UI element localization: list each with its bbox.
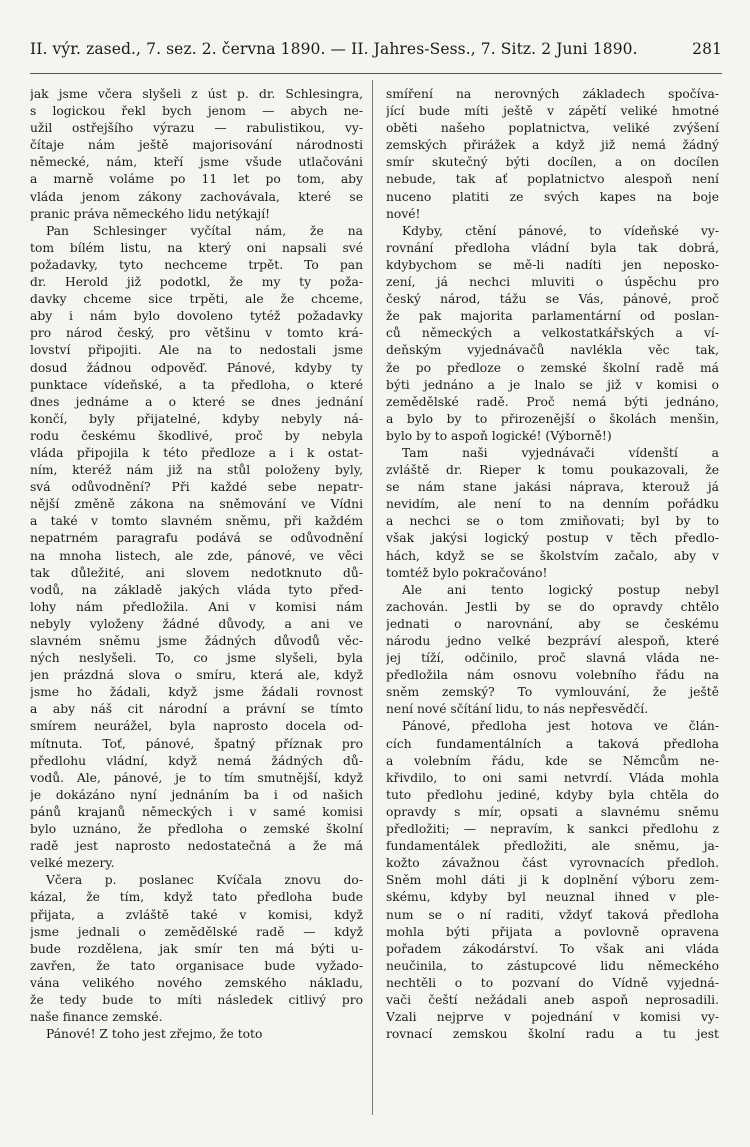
text-line: a marně voláme po 11 let po tom, aby: [30, 172, 363, 187]
text-line: rovnací zemskou školní radu a tu jest: [386, 1027, 719, 1042]
text-line: rovnání předloha vládní byla tak dobrá,: [386, 240, 719, 255]
text-line: fundamentálek předložiti, ale sněmu, ja-: [386, 839, 719, 854]
text-line: však jakýsi logický postup v těch předlo-: [386, 531, 719, 546]
text-line: nechtěli o to pozvaní do Vídně vyjedná-: [386, 975, 719, 990]
text-line: kázal, že tím, když tato předloha bude: [30, 890, 363, 905]
text-line: cích fundamentálních a taková předloha: [386, 736, 719, 751]
text-line: smír skutečný býti docílen, a on docílen: [386, 155, 719, 170]
text-line: jící bude míti ještě v zápětí veliké hmotné: [386, 104, 719, 119]
text-line: lohy nám předložila. Ani v komisi nám: [30, 599, 363, 614]
text-line: lovství připojiti. Ale na to nedostali jsme: [30, 343, 363, 358]
text-line: Vzali nejprve v pojednání v komisi vy-: [386, 1010, 719, 1025]
text-line: pánů krajanů německých i v samé komisi: [30, 804, 363, 819]
text-line: smíření na nerovných základech spočíva-: [386, 87, 719, 101]
text-line: pořadem zákodárství. To však ani vláda: [386, 941, 719, 956]
text-line: radě jest naprosto nedostatečná a že má: [30, 839, 363, 854]
text-line: svá odůvodnění? Při každé sebe nepatr-: [30, 480, 363, 495]
text-line: jsme ho žádali, když jsme žádali rovnost: [30, 685, 363, 700]
text-line: mítnuta. Toť, pánové, špatný příznak pro: [30, 736, 363, 751]
header-title: II. výr. zased., 7. sez. 2. června 1890. — II. Jahres-Sess., 7. Sitz. 2 Juni 1890.: [30, 40, 638, 58]
text-line: mohla býti přijata a povlovně opravena: [386, 924, 719, 939]
text-line: a aby náš cit národní a právní se tímto: [30, 702, 363, 717]
text-line: dr. Herold již podotkl, že my ty poža-: [30, 275, 363, 290]
text-line: nové!: [386, 206, 421, 221]
text-line: aby i nám bylo dovoleno tytéž požadavky: [30, 309, 363, 324]
text-line: jej tíží, odčinilo, proč slavná vláda ne-: [386, 651, 719, 666]
text-line: rodu českému škodlivé, proč by nebyla: [30, 428, 363, 443]
text-line: zení, já nechci mluviti o úspěchu pro: [386, 275, 719, 290]
text-line: že pak majorita parlamentární od poslan-: [386, 309, 719, 324]
text-line: zavřen, že tato organisace bude vyžado-: [30, 958, 363, 973]
text-line: a nechci se o tom zmiňovati; byl by to: [386, 514, 719, 529]
text-line: davky chceme sice trpěti, ale že chceme,: [30, 292, 363, 307]
left-column: [30, 86, 363, 1043]
right-column: [386, 86, 719, 1043]
text-line: vači čeští nežádali aneb aspoň neprosadili.: [386, 992, 719, 1007]
text-line: vodů. Ale, pánové, je to tím smutnější, když: [30, 770, 363, 785]
text-line: Ale ani tento logický postup nebyl: [401, 582, 719, 597]
text-line: předložila nám osnovu volebního řádu na: [386, 668, 719, 683]
text-line: Pánové! Z toho jest zřejmo, že toto: [45, 1027, 263, 1042]
text-line: zemědělské radě. Proč nemá býti jednáno,: [386, 394, 719, 409]
text-line: neučinila, to zástupcové lidu německého: [386, 958, 719, 973]
text-line: deňským vyjednávačů navlékla věc tak,: [386, 343, 719, 358]
text-line: opravdy s mír, opsati a slavnému sněmu: [386, 804, 719, 819]
text-line: a volebním řádu, kde se Němcům ne-: [386, 753, 719, 768]
text-line: končí, byly přijatelné, kdyby nebyly ná-: [30, 411, 363, 426]
text-line: nuceno platiti ze svých kapes na boje: [386, 189, 719, 204]
text-line: vláda jenom zákony zachovávala, které se: [30, 189, 363, 204]
text-line: se nám stane jakási náprava, kterouž já: [386, 480, 719, 495]
text-line: velké mezery.: [30, 856, 115, 871]
text-line: punktace vídeňské, a ta předloha, o které: [30, 377, 363, 392]
text-line: Včera p. poslanec Kvíčala znovu do-: [45, 873, 363, 888]
text-line: dnes jednáme a o které se dnes jednání: [30, 394, 363, 409]
text-line: že po předloze o zemské školní radě má: [386, 360, 719, 375]
text-line: jednati o narovnání, aby se českému: [386, 616, 719, 631]
text-line: užil ostřejšího výrazu — rabulistikou, vy-: [30, 121, 363, 136]
text-line: bylo uznáno, že předloha o zemské školní: [30, 822, 363, 837]
text-line: býti jednáno a je lnalo se již v komisi o: [386, 377, 719, 392]
text-line: bude rozdělena, jak smír ten má býti u-: [30, 941, 363, 956]
text-line: sněm zemský? To vymlouvání, že ještě: [386, 685, 719, 700]
text-line: num se o ní raditi, vždyť taková předloha: [386, 907, 719, 922]
text-line: skému, kdyby byl neuznal ihned v ple-: [386, 890, 719, 905]
text-line: nebyly vyloženy žádné důvody, a ani ve: [30, 616, 363, 631]
text-line: s logickou řekl bych jenom — abych ne-: [30, 104, 363, 119]
text-line: tom bílém listu, na který oni napsali své: [30, 240, 363, 255]
text-line: předlohu vládní, když nemá žádných dů-: [30, 753, 363, 768]
text-line: bylo by to aspoň logické! (Výborně!): [386, 428, 612, 443]
page-number: 281: [692, 40, 722, 58]
text-line: předložiti; — nepravím, k sankci předlohu z: [386, 822, 719, 837]
text-line: nevidím, ale není to na denním pořádku: [386, 497, 719, 512]
text-line: jen prázdná slova o smíru, která ale, když: [30, 668, 363, 683]
text-line: hách, když se se školstvím začalo, aby v: [386, 548, 719, 563]
text-line: Sněm mohl dáti ji k doplnění výboru zem-: [386, 873, 719, 888]
text-line: a také v tomto slavném sněmu, při každém: [30, 514, 363, 529]
text-line: Kdyby, ctění pánové, to vídeňské vy-: [401, 223, 719, 238]
text-line: pranic práva německého lidu netýkají!: [30, 206, 271, 221]
column-divider: [372, 80, 373, 1115]
text-line: český národ, tážu se Vás, pánové, proč: [386, 292, 719, 307]
running-header: [30, 40, 722, 64]
text-line: vodů, na základě jakých vláda tyto před-: [30, 582, 363, 597]
text-line: ním, kteréž nám již na stůl položeny byly,: [30, 463, 363, 478]
text-line: kožto závažnou část vyrovnacích předloh.: [386, 856, 719, 871]
text-line: vána velikého nového zemského nákladu,: [30, 975, 363, 990]
text-line: na mnoha listech, ale zde, pánové, ve věci: [30, 548, 363, 563]
text-line: nebude, tak ať poplatnictvo alespoň není: [386, 172, 719, 187]
text-line: ných neslyšeli. To, co jsme slyšeli, byla: [30, 651, 363, 666]
text-line: slavném sněmu jsme žádných důvodů věc-: [30, 634, 363, 648]
text-line: kdybychom se mě-li nadíti jen neposko-: [386, 257, 719, 272]
text-line: dosud žádnou odpověď. Pánové, kdyby ty: [30, 360, 363, 375]
text-line: tomtéž bylo pokračováno!: [386, 565, 548, 580]
text-line: oběti našeho poplatnictva, veliké zvýšení: [386, 121, 719, 136]
text-line: tak důležité, ani slovem nedotknuto dů-: [30, 565, 363, 580]
text-line: jak jsme včera slyšeli z úst p. dr. Schlesingra,: [30, 87, 363, 101]
text-line: zachován. Jestli by se do opravdy chtělo: [386, 599, 719, 614]
text-line: a bylo by to přirozenější o školách menšin,: [386, 411, 719, 426]
text-line: Tam naši vyjednávači vídenští a: [401, 445, 719, 460]
text-line: Pánové, předloha jest hotova ve člán-: [401, 719, 719, 734]
text-line: tuto předlohu jediné, kdyby byla chtěla do: [386, 787, 719, 802]
text-line: jsme jednali o zemědělské radě — když: [30, 924, 363, 939]
text-line: pro národ český, pro většinu v tomto krá-: [30, 326, 363, 341]
text-line: národu jedno velké bezpráví alespoň, které: [386, 634, 719, 648]
text-line: zemských přirážek a když již nemá žádný: [386, 138, 719, 153]
text-line: křivdilo, to oni sami netvrdí. Vláda mohla: [386, 770, 719, 785]
text-line: ců německých a velkostatkářských a ví-: [386, 326, 719, 341]
header-rule: [30, 73, 722, 74]
text-line: naše finance zemské.: [30, 1010, 163, 1025]
text-line: není nové sčítání lidu, to nás nepřesvědčí.: [386, 702, 649, 717]
text-line: německé, nám, kteří jsme všude utlačováni: [30, 155, 363, 170]
text-line: požadavky, tyto nechceme trpět. To pan: [30, 257, 363, 272]
text-line: smírem neurážel, byla naprosto docela od-: [30, 719, 363, 734]
text-line: zvláště dr. Rieper k tomu poukazovali, že: [386, 463, 719, 478]
text-line: nější změně zákona na sněmování ve Vídni: [30, 497, 363, 512]
text-line: vláda připojila k této předloze a i k ostat-: [30, 445, 363, 460]
text-line: nepatrném paragrafu podává se odůvodnění: [30, 531, 363, 546]
text-line: čítaje nám ještě majorisování národnosti: [30, 138, 363, 153]
text-line: přijata, a zvláště také v komisi, když: [30, 907, 363, 922]
text-line: že tedy bude to míti následek citlivý pro: [30, 992, 363, 1007]
text-line: Pan Schlesinger vyčítal nám, že na: [45, 223, 363, 238]
text-line: je dokázáno nyní jednáním ba i od našich: [30, 787, 363, 802]
